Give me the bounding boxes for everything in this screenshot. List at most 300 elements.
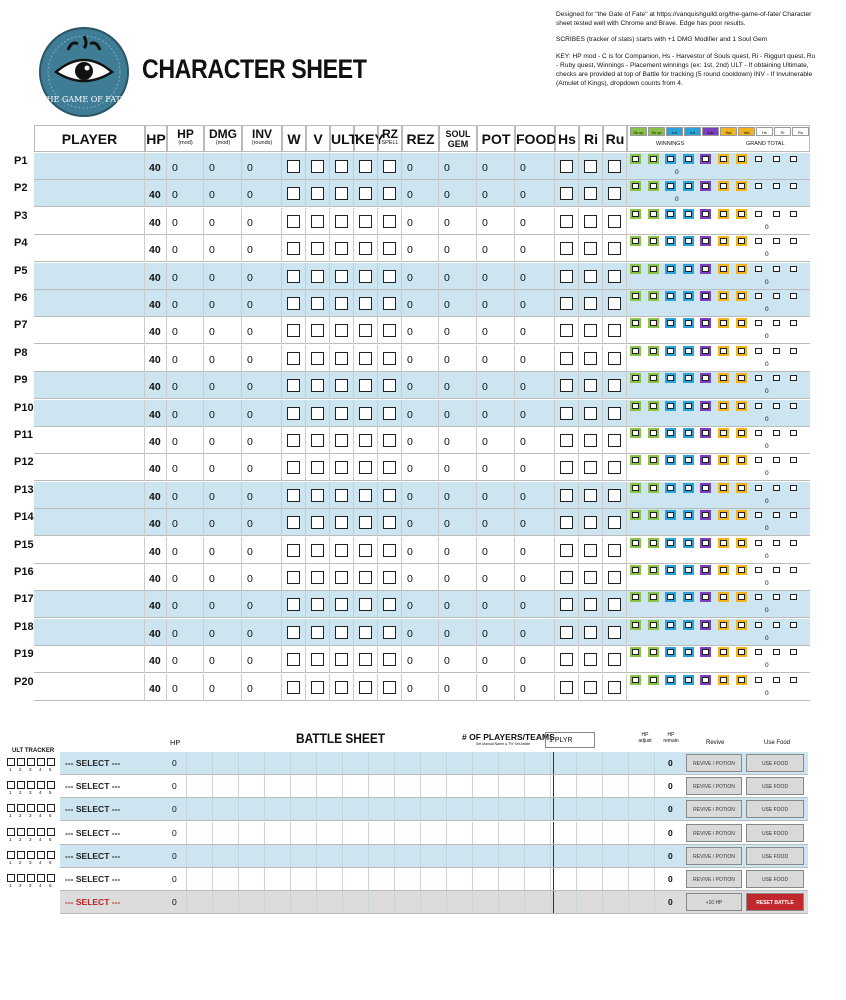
use-food-button[interactable]: USE FOOD [746,847,804,865]
rez-select[interactable]: 0 [402,537,439,564]
battle-grid-cell[interactable] [472,891,498,913]
battle-grid-cell[interactable] [654,775,680,797]
inv-rounds-select[interactable]: 0 [242,180,282,207]
winnings-checkbox[interactable] [630,455,641,465]
winnings-checkbox[interactable] [771,401,782,411]
winnings-checkbox[interactable] [665,483,676,493]
w-checkbox[interactable] [287,352,300,365]
rz-checkbox[interactable] [383,516,396,529]
battle-grid-cell[interactable] [186,775,212,797]
ult-checkbox[interactable] [335,681,348,694]
winnings-checkbox[interactable] [753,291,764,301]
ult-tracker-checkbox[interactable] [37,874,45,882]
battle-grid-cell[interactable] [342,822,368,844]
winnings-checkbox[interactable] [753,346,764,356]
hs-checkbox[interactable] [560,516,573,529]
winnings-checkbox[interactable] [718,236,729,246]
battle-grid-cell[interactable] [576,891,602,913]
ult-tracker-checkbox[interactable] [27,804,35,812]
winnings-checkbox[interactable] [753,455,764,465]
dmg-mod-select[interactable]: 0 [204,537,242,564]
soul-gem-select[interactable]: 0 [439,646,477,673]
winnings-checkbox[interactable] [788,428,799,438]
dmg-mod-select[interactable]: 0 [204,263,242,290]
battle-grid-cell[interactable] [472,798,498,820]
winnings-checkbox[interactable] [788,483,799,493]
soul-gem-select[interactable]: 0 [439,180,477,207]
ult-tracker-checkbox[interactable] [47,851,55,859]
battle-grid-cell[interactable] [420,798,446,820]
battle-grid-cell[interactable] [368,868,394,890]
food-select[interactable]: 0 [515,509,555,536]
battle-grid-cell[interactable] [186,798,212,820]
food-select[interactable]: 0 [515,290,555,317]
winnings-checkbox[interactable] [736,373,747,383]
player-name-input[interactable] [34,619,145,646]
winnings-checkbox[interactable] [718,647,729,657]
winnings-checkbox[interactable] [630,373,641,383]
winnings-checkbox[interactable] [665,538,676,548]
winnings-checkbox[interactable] [771,291,782,301]
revive-potion-button[interactable]: REVIVE / POTION [686,754,742,772]
battle-grid-cell[interactable] [290,891,316,913]
battle-grid-cell[interactable] [654,798,680,820]
winnings-checkbox[interactable] [788,592,799,602]
hp-mod-select[interactable]: 0 [167,208,204,235]
hs-checkbox[interactable] [560,242,573,255]
hp-mod-select[interactable]: 0 [167,591,204,618]
winnings-checkbox[interactable] [665,318,676,328]
ult-tracker-checkbox[interactable] [47,804,55,812]
battle-grid-cell[interactable] [238,868,264,890]
winnings-checkbox[interactable] [700,318,711,328]
w-checkbox[interactable] [287,626,300,639]
winnings-checkbox[interactable] [718,209,729,219]
hp-mod-select[interactable]: 0 [167,235,204,262]
rez-select[interactable]: 0 [402,509,439,536]
rz-checkbox[interactable] [383,544,396,557]
winnings-checkbox[interactable] [648,428,659,438]
hs-checkbox[interactable] [560,352,573,365]
key-checkbox[interactable] [359,461,372,474]
winnings-checkbox[interactable] [700,510,711,520]
food-select[interactable]: 0 [515,263,555,290]
battle-grid-cell[interactable] [394,798,420,820]
hp-mod-select[interactable]: 0 [167,372,204,399]
winnings-checkbox[interactable] [683,428,694,438]
w-checkbox[interactable] [287,379,300,392]
inv-rounds-select[interactable]: 0 [242,153,282,180]
winnings-checkbox[interactable] [700,401,711,411]
winnings-checkbox[interactable] [665,181,676,191]
ru-checkbox[interactable] [608,324,621,337]
battle-grid-cell[interactable] [576,752,602,774]
ri-checkbox[interactable] [584,352,597,365]
winnings-checkbox[interactable] [683,620,694,630]
dmg-mod-select[interactable]: 0 [204,674,242,701]
ult-tracker-checkbox[interactable] [37,828,45,836]
winnings-checkbox[interactable] [736,181,747,191]
ri-checkbox[interactable] [584,516,597,529]
v-checkbox[interactable] [311,160,324,173]
ult-tracker-checkbox[interactable] [7,828,15,836]
winnings-checkbox[interactable] [683,318,694,328]
battle-grid-cell[interactable] [446,845,472,867]
battle-grid-cell[interactable] [524,891,550,913]
pot-select[interactable]: 0 [477,591,515,618]
winnings-checkbox[interactable] [753,428,764,438]
battle-grid-cell[interactable] [238,845,264,867]
ru-checkbox[interactable] [608,187,621,200]
rez-select[interactable]: 0 [402,235,439,262]
winnings-checkbox[interactable] [718,620,729,630]
key-checkbox[interactable] [359,653,372,666]
winnings-checkbox[interactable] [665,401,676,411]
ult-tracker-checkbox[interactable] [27,781,35,789]
dmg-mod-select[interactable]: 0 [204,509,242,536]
battle-grid-cell[interactable] [264,822,290,844]
rez-select[interactable]: 0 [402,400,439,427]
winnings-checkbox[interactable] [718,428,729,438]
battle-grid-cell[interactable] [186,868,212,890]
winnings-checkbox[interactable] [683,510,694,520]
soul-gem-select[interactable]: 0 [439,674,477,701]
winnings-checkbox[interactable] [718,455,729,465]
battle-grid-cell[interactable] [524,845,550,867]
soul-gem-select[interactable]: 0 [439,482,477,509]
rz-checkbox[interactable] [383,352,396,365]
hs-checkbox[interactable] [560,434,573,447]
key-checkbox[interactable] [359,516,372,529]
winnings-checkbox[interactable] [700,236,711,246]
key-checkbox[interactable] [359,215,372,228]
ult-checkbox[interactable] [335,242,348,255]
battle-grid-cell[interactable] [602,845,628,867]
winnings-checkbox[interactable] [683,675,694,685]
winnings-checkbox[interactable] [753,592,764,602]
winnings-checkbox[interactable] [665,675,676,685]
battle-grid-cell[interactable] [654,845,680,867]
soul-gem-select[interactable]: 0 [439,345,477,372]
winnings-checkbox[interactable] [665,373,676,383]
winnings-checkbox[interactable] [648,209,659,219]
ult-tracker-checkbox[interactable] [7,874,15,882]
ri-checkbox[interactable] [584,598,597,611]
v-checkbox[interactable] [311,626,324,639]
winnings-checkbox[interactable] [736,291,747,301]
food-select[interactable]: 0 [515,482,555,509]
winnings-checkbox[interactable] [630,181,641,191]
ru-checkbox[interactable] [608,352,621,365]
winnings-checkbox[interactable] [736,401,747,411]
dmg-mod-select[interactable]: 0 [204,454,242,481]
winnings-checkbox[interactable] [630,264,641,274]
battle-grid-cell[interactable] [498,822,524,844]
food-select[interactable]: 0 [515,400,555,427]
ult-checkbox[interactable] [335,324,348,337]
v-checkbox[interactable] [311,544,324,557]
winnings-checkbox[interactable] [648,154,659,164]
winnings-checkbox[interactable] [753,565,764,575]
battle-grid-cell[interactable] [602,752,628,774]
player-name-input[interactable] [34,454,145,481]
hs-checkbox[interactable] [560,297,573,310]
battle-grid-cell[interactable] [316,891,342,913]
battle-grid-cell[interactable] [628,775,654,797]
winnings-checkbox[interactable] [665,264,676,274]
winnings-checkbox[interactable] [700,264,711,274]
winnings-checkbox[interactable] [700,647,711,657]
inv-rounds-select[interactable]: 0 [242,537,282,564]
ult-tracker-checkbox[interactable] [7,781,15,789]
players-count-select[interactable]: 1 PLYR [545,732,595,748]
winnings-checkbox[interactable] [665,428,676,438]
winnings-checkbox[interactable] [771,592,782,602]
battle-grid-cell[interactable] [342,752,368,774]
winnings-checkbox[interactable] [771,209,782,219]
winnings-checkbox[interactable] [683,236,694,246]
battle-grid-cell[interactable] [628,891,654,913]
winnings-checkbox[interactable] [718,592,729,602]
battle-grid-cell[interactable] [290,798,316,820]
battle-grid-cell[interactable] [420,822,446,844]
ru-checkbox[interactable] [608,297,621,310]
rz-checkbox[interactable] [383,324,396,337]
winnings-checkbox[interactable] [718,264,729,274]
ult-tracker-checkbox[interactable] [17,828,25,836]
v-checkbox[interactable] [311,297,324,310]
winnings-checkbox[interactable] [718,181,729,191]
rez-select[interactable]: 0 [402,345,439,372]
player-select[interactable]: --- SELECT --- [65,758,121,768]
v-checkbox[interactable] [311,379,324,392]
hs-checkbox[interactable] [560,461,573,474]
battle-grid-cell[interactable] [498,868,524,890]
winnings-checkbox[interactable] [665,565,676,575]
battle-grid-cell[interactable] [394,845,420,867]
battle-grid-cell[interactable] [212,798,238,820]
winnings-checkbox[interactable] [771,455,782,465]
winnings-checkbox[interactable] [700,209,711,219]
ult-tracker-checkbox[interactable] [37,804,45,812]
winnings-checkbox[interactable] [736,538,747,548]
winnings-checkbox[interactable] [700,620,711,630]
winnings-checkbox[interactable] [665,154,676,164]
battle-grid-cell[interactable] [264,868,290,890]
winnings-checkbox[interactable] [648,181,659,191]
winnings-checkbox[interactable] [788,401,799,411]
winnings-checkbox[interactable] [683,291,694,301]
winnings-checkbox[interactable] [788,209,799,219]
ru-checkbox[interactable] [608,626,621,639]
rz-checkbox[interactable] [383,187,396,200]
pot-select[interactable]: 0 [477,619,515,646]
v-checkbox[interactable] [311,242,324,255]
hs-checkbox[interactable] [560,489,573,502]
food-select[interactable]: 0 [515,317,555,344]
winnings-checkbox[interactable] [753,538,764,548]
ru-checkbox[interactable] [608,653,621,666]
inv-rounds-select[interactable]: 0 [242,482,282,509]
rz-checkbox[interactable] [383,434,396,447]
player-name-input[interactable] [34,591,145,618]
key-checkbox[interactable] [359,544,372,557]
hp-mod-select[interactable]: 0 [167,564,204,591]
ru-checkbox[interactable] [608,242,621,255]
battle-grid-cell[interactable] [316,845,342,867]
winnings-checkbox[interactable] [788,154,799,164]
battle-grid-cell[interactable] [524,752,550,774]
dmg-mod-select[interactable]: 0 [204,153,242,180]
battle-grid-cell[interactable] [472,845,498,867]
winnings-checkbox[interactable] [683,565,694,575]
soul-gem-select[interactable]: 0 [439,317,477,344]
hp-mod-select[interactable]: 0 [167,537,204,564]
player-name-input[interactable] [34,400,145,427]
v-checkbox[interactable] [311,516,324,529]
winnings-checkbox[interactable] [736,428,747,438]
pot-select[interactable]: 0 [477,208,515,235]
food-select[interactable]: 0 [515,235,555,262]
dmg-mod-select[interactable]: 0 [204,208,242,235]
food-select[interactable]: 0 [515,372,555,399]
battle-grid-cell[interactable] [212,845,238,867]
food-select[interactable]: 0 [515,537,555,564]
v-checkbox[interactable] [311,571,324,584]
ri-checkbox[interactable] [584,653,597,666]
winnings-checkbox[interactable] [648,236,659,246]
v-checkbox[interactable] [311,461,324,474]
hp-mod-select[interactable]: 0 [167,619,204,646]
player-name-input[interactable] [34,317,145,344]
soul-gem-select[interactable]: 0 [439,372,477,399]
battle-grid-cell[interactable] [524,868,550,890]
winnings-checkbox[interactable] [665,592,676,602]
dmg-mod-select[interactable]: 0 [204,591,242,618]
winnings-checkbox[interactable] [771,483,782,493]
winnings-checkbox[interactable] [736,675,747,685]
battle-grid-cell[interactable] [628,868,654,890]
battle-grid-cell[interactable] [394,775,420,797]
food-select[interactable]: 0 [515,674,555,701]
ult-tracker-checkbox[interactable] [7,758,15,766]
use-food-button[interactable]: USE FOOD [746,800,804,818]
winnings-checkbox[interactable] [771,620,782,630]
pot-select[interactable]: 0 [477,564,515,591]
battle-grid-cell[interactable] [186,752,212,774]
battle-grid-cell[interactable] [472,868,498,890]
winnings-checkbox[interactable] [648,647,659,657]
w-checkbox[interactable] [287,681,300,694]
rez-select[interactable]: 0 [402,153,439,180]
battle-grid-cell[interactable] [316,822,342,844]
key-checkbox[interactable] [359,407,372,420]
food-select[interactable]: 0 [515,619,555,646]
pot-select[interactable]: 0 [477,482,515,509]
player-select[interactable]: --- SELECT --- [65,804,121,815]
key-checkbox[interactable] [359,270,372,283]
ri-checkbox[interactable] [584,434,597,447]
inv-rounds-select[interactable]: 0 [242,235,282,262]
hs-checkbox[interactable] [560,598,573,611]
v-checkbox[interactable] [311,681,324,694]
dmg-mod-select[interactable]: 0 [204,235,242,262]
winnings-checkbox[interactable] [630,483,641,493]
inv-rounds-select[interactable]: 0 [242,345,282,372]
inv-rounds-select[interactable]: 0 [242,564,282,591]
rz-checkbox[interactable] [383,653,396,666]
winnings-checkbox[interactable] [648,510,659,520]
inv-rounds-select[interactable]: 0 [242,509,282,536]
ru-checkbox[interactable] [608,270,621,283]
winnings-checkbox[interactable] [753,510,764,520]
winnings-checkbox[interactable] [771,565,782,575]
rez-select[interactable]: 0 [402,208,439,235]
winnings-checkbox[interactable] [736,264,747,274]
key-checkbox[interactable] [359,324,372,337]
revive-potion-button[interactable]: REVIVE / POTION [686,870,742,888]
inv-rounds-select[interactable]: 0 [242,591,282,618]
soul-gem-select[interactable]: 0 [439,427,477,454]
battle-grid-cell[interactable] [576,775,602,797]
revive-potion-button[interactable]: REVIVE / POTION [686,824,742,842]
ru-checkbox[interactable] [608,544,621,557]
winnings-checkbox[interactable] [630,401,641,411]
battle-grid-cell[interactable] [628,752,654,774]
rez-select[interactable]: 0 [402,619,439,646]
battle-grid-cell[interactable] [238,891,264,913]
ri-checkbox[interactable] [584,187,597,200]
pot-select[interactable]: 0 [477,509,515,536]
rz-checkbox[interactable] [383,270,396,283]
ult-tracker-checkbox[interactable] [37,758,45,766]
key-checkbox[interactable] [359,571,372,584]
ult-checkbox[interactable] [335,489,348,502]
pot-select[interactable]: 0 [477,180,515,207]
rez-select[interactable]: 0 [402,591,439,618]
plus-10-hp-button[interactable]: +10 HP [686,893,742,911]
battle-grid-cell[interactable] [394,891,420,913]
winnings-checkbox[interactable] [683,592,694,602]
v-checkbox[interactable] [311,407,324,420]
winnings-checkbox[interactable] [683,483,694,493]
player-select[interactable]: --- SELECT --- [65,781,121,792]
player-select[interactable]: --- SELECT --- [65,897,121,908]
hp-mod-select[interactable]: 0 [167,646,204,673]
battle-grid-cell[interactable] [342,891,368,913]
winnings-checkbox[interactable] [648,620,659,630]
soul-gem-select[interactable]: 0 [439,400,477,427]
hs-checkbox[interactable] [560,379,573,392]
winnings-checkbox[interactable] [683,401,694,411]
v-checkbox[interactable] [311,352,324,365]
player-name-input[interactable] [34,208,145,235]
battle-grid-cell[interactable] [342,798,368,820]
winnings-checkbox[interactable] [683,264,694,274]
winnings-checkbox[interactable] [788,455,799,465]
winnings-checkbox[interactable] [771,181,782,191]
battle-grid-cell[interactable] [420,891,446,913]
ult-checkbox[interactable] [335,187,348,200]
player-name-input[interactable] [34,290,145,317]
winnings-checkbox[interactable] [630,675,641,685]
battle-grid-cell[interactable] [446,798,472,820]
winnings-checkbox[interactable] [718,154,729,164]
inv-rounds-select[interactable]: 0 [242,674,282,701]
battle-grid-cell[interactable] [420,868,446,890]
winnings-checkbox[interactable] [700,154,711,164]
ri-checkbox[interactable] [584,215,597,228]
